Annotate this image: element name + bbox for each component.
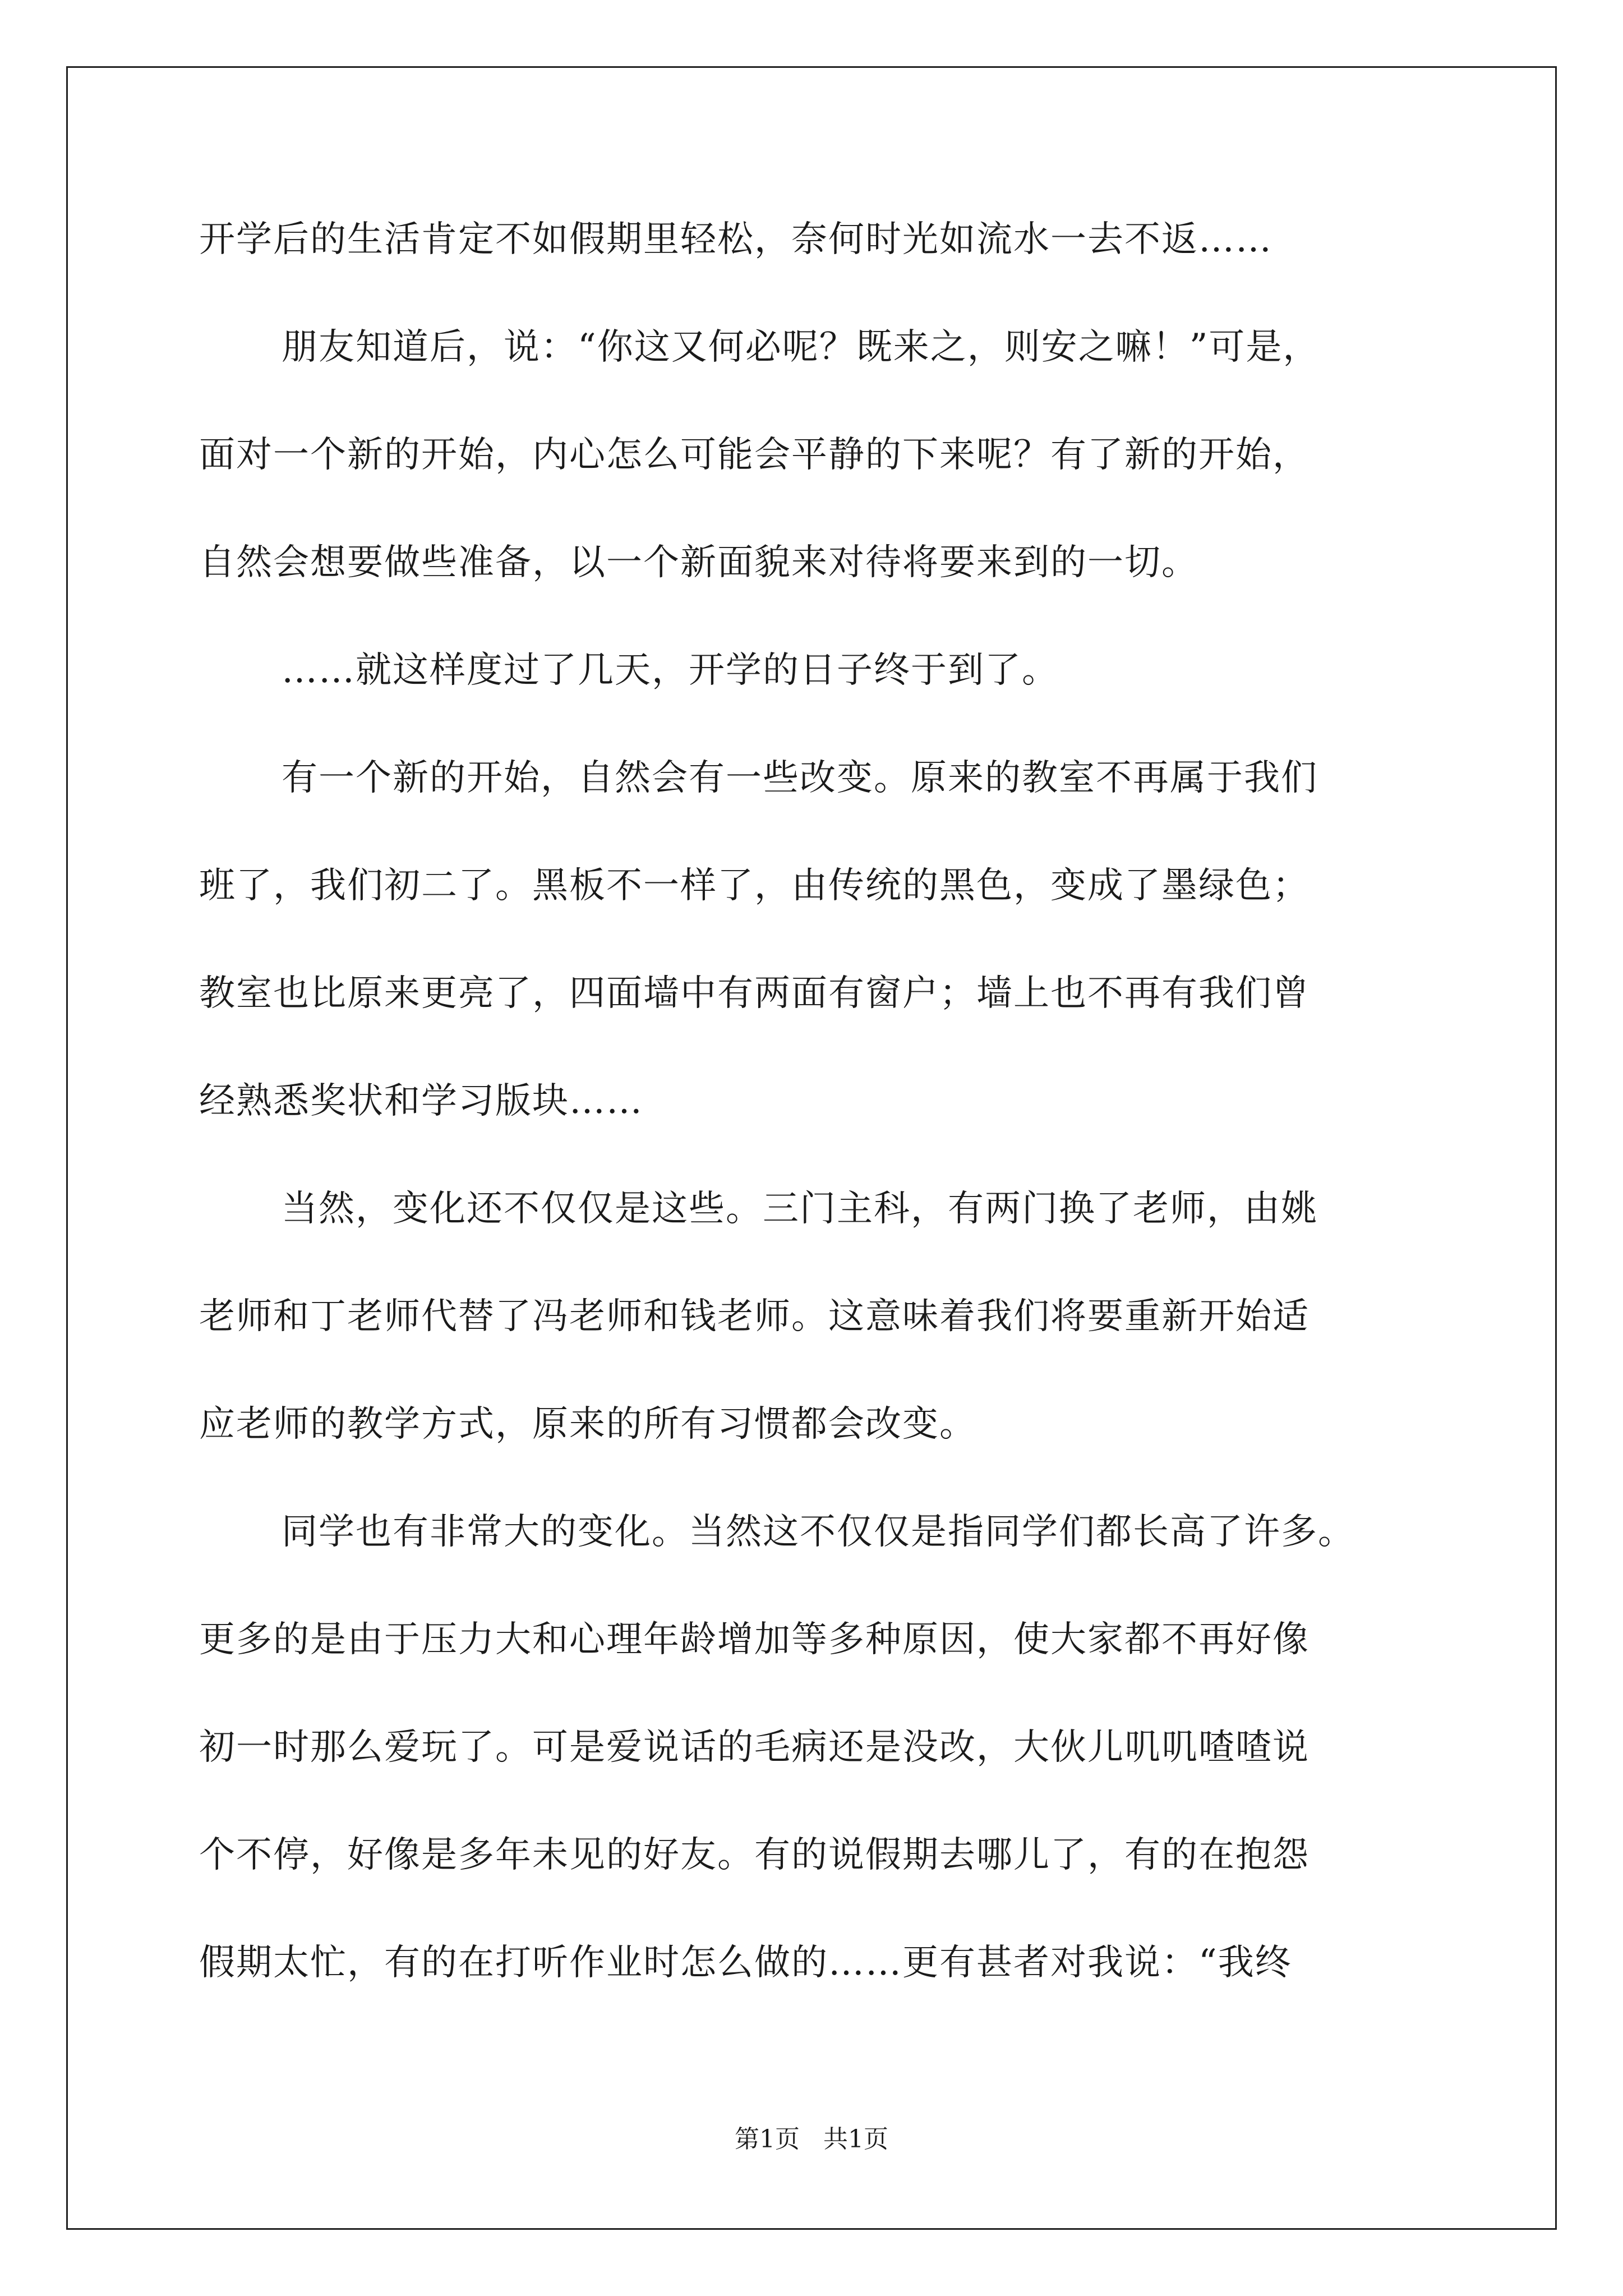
text-line: ……就这样度过了几天，开学的日子终于到了。	[282, 650, 1059, 691]
text-line: 自然会想要做些准备，以一个新面貌来对待将要来到的一切。	[199, 542, 1198, 583]
text-line: 老师和丁老师代替了冯老师和钱老师。这意味着我们将要重新开始适	[199, 1296, 1310, 1337]
text-line: 面对一个新的开始，内心怎么可能会平静的下来呢？有了新的开始，	[199, 434, 1310, 476]
text-line: 同学也有非常大的变化。当然这不仅仅是指同学们都长高了许多。	[282, 1511, 1355, 1553]
text-line: 朋友知道后，说：“你这又何必呢？既来之，则安之嘛！”可是，	[282, 326, 1320, 368]
text-line: 经熟悉奖状和学习版块……	[199, 1080, 643, 1122]
text-line: 班了，我们初二了。黑板不一样了，由传统的黑色，变成了墨绿色；	[199, 865, 1310, 907]
page-number: 第1页 共1页	[735, 2125, 888, 2154]
text-line: 应老师的教学方式，原来的所有习惯都会改变。	[199, 1404, 976, 1445]
text-line: 假期太忙，有的在打听作业时怎么做的……更有甚者对我说：“我终	[199, 1942, 1292, 1984]
text-line: 个不停，好像是多年未见的好友。有的说假期去哪儿了，有的在抱怨	[199, 1834, 1310, 1876]
text-line: 初一时那么爱玩了。可是爱说话的毛病还是没改，大伙儿叽叽喳喳说	[199, 1727, 1310, 1768]
text-line: 教室也比原来更亮了，四面墙中有两面有窗户；墙上也不再有我们曾	[199, 973, 1310, 1014]
text-line: 当然，变化还不仅仅是这些。三门主科，有两门换了老师，由姚	[282, 1188, 1318, 1230]
text-line: 更多的是由于压力大和心理年龄增加等多种原因，使大家都不再好像	[199, 1619, 1310, 1660]
text-line: 有一个新的开始，自然会有一些改变。原来的教室不再属于我们	[282, 757, 1318, 799]
text-line: 开学后的生活肯定不如假期里轻松，奈何时光如流水一去不返……	[199, 219, 1272, 260]
page-border	[66, 66, 1557, 2230]
